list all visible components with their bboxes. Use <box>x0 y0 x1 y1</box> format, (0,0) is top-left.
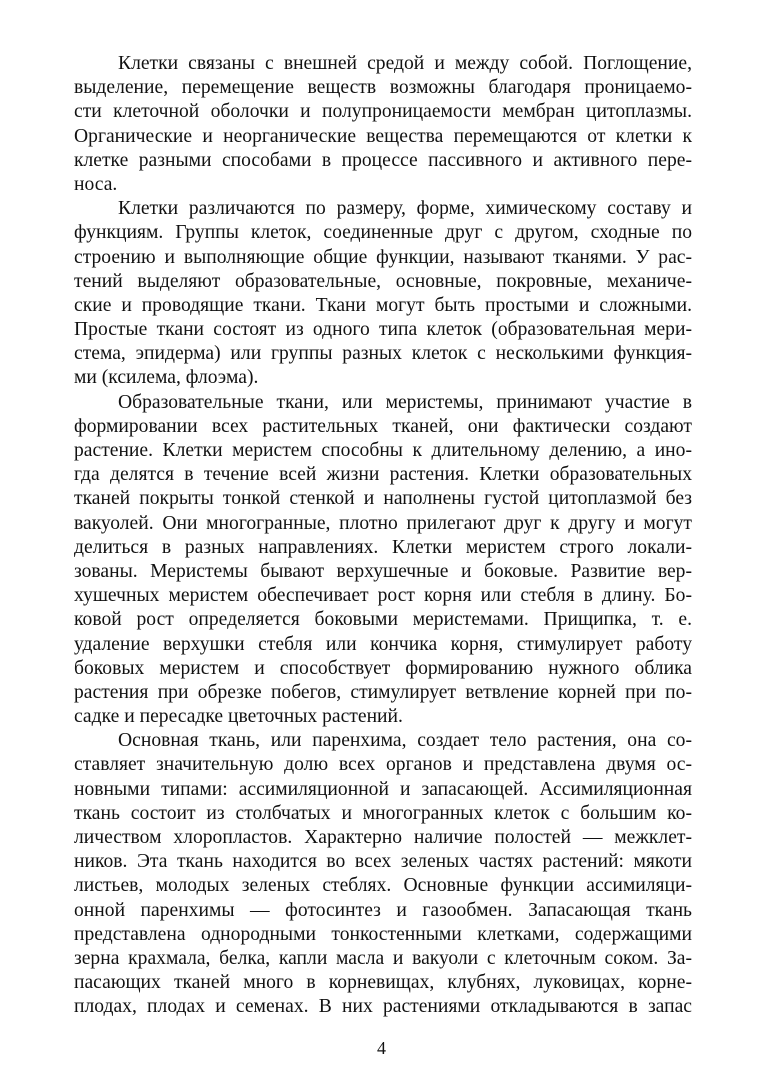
text-line: плодах, плодах и семенах. В них растениями откладываются в запас <box>74 996 692 1018</box>
text-line: хушечных меристем обеспечивает рост корня или стебля в длину. Бо- <box>74 585 692 607</box>
paragraph <box>74 729 692 1019</box>
text-line: представлена однородными тонкостенными клетками, содержащими <box>74 923 692 945</box>
text-line: ников. Эта ткань находится во всех зеленых частях растений: мякоти <box>74 851 692 873</box>
text-line: зованы. Меристемы бывают верхушечные и боковые. Развитие вер- <box>74 560 692 582</box>
text-line: удаление верхушки стебля или кончика корня, стимулирует работу <box>74 633 692 655</box>
text-line: выделение, перемещение веществ возможны благодаря проницаемо- <box>74 77 692 99</box>
text-line: новными типами: ассимиляционной и запасающей. Ассимиляционная <box>74 778 692 800</box>
text-line: функциям. Группы клеток, соединенные друг с другом, сходные по <box>74 222 692 244</box>
text-line: Клетки связаны с внешней средой и между собой. Поглощение, <box>118 53 692 74</box>
text-line: боковых меристем и способствует формированию нужного облика <box>74 657 692 679</box>
text-line: ковой рост определяется боковыми меристемами. Прищипка, т. е. <box>74 609 692 631</box>
text-line: зерна крахмала, белка, капли масла и вакуоли с клеточным соком. За- <box>74 947 692 969</box>
text-line: Простые ткани состоят из одного типа клеток (образовательная мери- <box>74 319 692 341</box>
text-line: ставляет значительную долю всех органов и представлена двумя ос- <box>74 754 692 776</box>
text-line: тканей покрыты тонкой стенкой и наполнены густой цитоплазмой без <box>74 488 692 510</box>
text-line: делиться в разных направлениях. Клетки меристем строго локали- <box>74 536 692 558</box>
page-body <box>74 52 692 1020</box>
text-line: личеством хлоропластов. Характерно наличие полостей — межклет- <box>74 827 692 848</box>
text-line: носа. <box>74 173 118 195</box>
paragraph <box>74 197 692 391</box>
page-number: 4 <box>377 1038 386 1058</box>
text-line: пасающих тканей много в корневищах, клубнях, луковицах, корне- <box>74 972 692 994</box>
text-line: гда делятся в течение всей жизни растения. Клетки образовательных <box>74 464 692 486</box>
text-line: стема, эпидерма) или группы разных клеток с несколькими функция- <box>74 343 692 365</box>
text-line: формировании всех растительных тканей, они фактически создают <box>74 415 692 437</box>
paragraph <box>74 391 692 730</box>
text-paragraphs <box>74 52 692 1020</box>
text-line: ми (ксилема, флоэма). <box>74 367 259 389</box>
text-line: ткань состоит из столбчатых и многогранных клеток с большим ко- <box>74 802 692 824</box>
text-line: клетке разными способами в процессе пассивного и активного пере- <box>74 149 692 171</box>
text-line: Органические и неорганические вещества перемещаются от клетки к <box>74 125 692 147</box>
text-line: строению и выполняющие общие функции, называют тканями. У рас- <box>74 246 692 268</box>
text-line: онной паренхимы — фотосинтез и газообмен. Запасающая ткань <box>74 899 692 921</box>
text-line: Клетки различаются по размеру, форме, химическому составу и <box>118 198 692 220</box>
text-line: тений выделяют образовательные, основные, покровные, механиче- <box>74 270 692 292</box>
text-line: Основная ткань, или паренхима, создает тело растения, она со- <box>118 730 692 752</box>
text-line: садке и пересадке цветочных растений. <box>74 706 403 728</box>
text-line: растения при обрезке побегов, стимулирует ветвление корней при по- <box>74 681 692 703</box>
text-line: листьев, молодых зеленых стеблях. Основные функции ассимиляци- <box>74 875 692 897</box>
text-line: растение. Клетки меристем способны к длительному делению, а ино- <box>74 440 692 461</box>
text-line: сти клеточной оболочки и полупроницаемости мембран цитоплазмы. <box>74 101 692 123</box>
text-line: ские и проводящие ткани. Ткани могут быть простыми и сложными. <box>74 294 692 316</box>
text-line: Образовательные ткани, или меристемы, принимают участие в <box>118 391 692 413</box>
text-line: вакуолей. Они многогранные, плотно прилегают друг к другу и могут <box>74 512 692 534</box>
paragraph <box>74 52 692 197</box>
